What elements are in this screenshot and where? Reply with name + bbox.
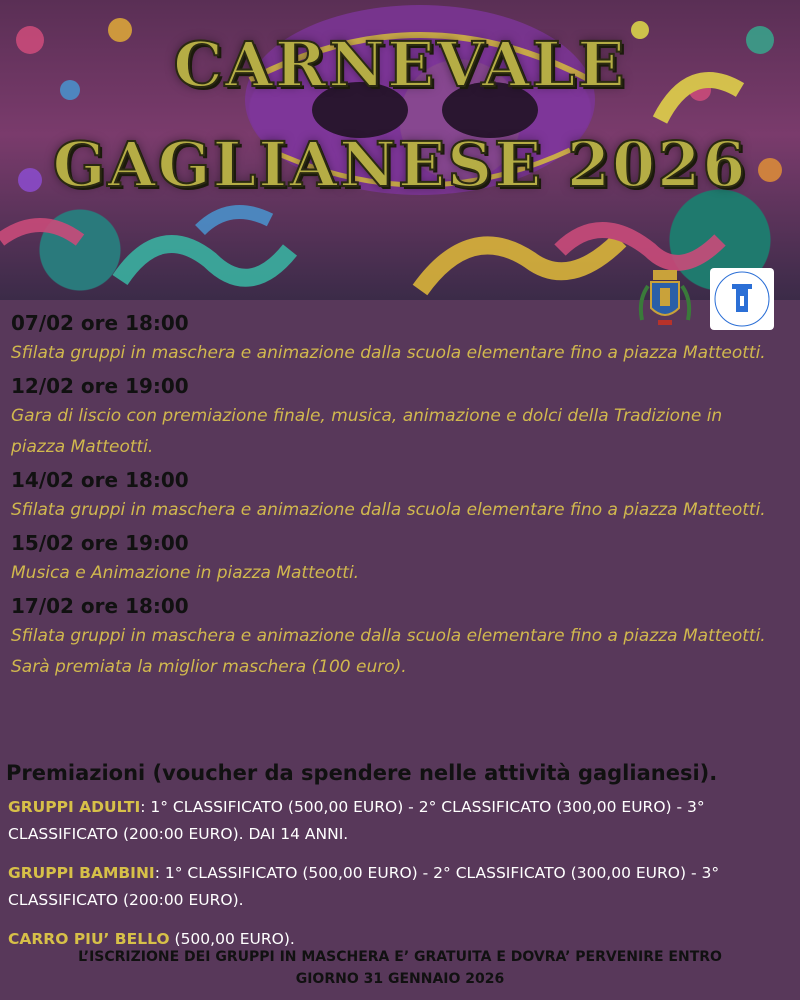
event-date: 12/02 ore 19:00 bbox=[11, 374, 189, 398]
prize-text: : 1° CLASSIFICATO (500,00 EURO) - 2° CLASSIFICATO (300,00 EURO) - 3° CLASSIFICATO (200:00 EURO). DAI 14 ANNI. bbox=[8, 798, 705, 843]
event-item bbox=[11, 371, 781, 463]
prize-text: : 1° CLASSIFICATO (500,00 EURO) - 2° CLASSIFICATO (300,00 EURO) - 3° CLASSIFICATO (200:00 EURO). bbox=[8, 864, 720, 909]
prize-label: GRUPPI BAMBINI bbox=[8, 864, 155, 882]
prize-label: GRUPPI ADULTI bbox=[8, 798, 141, 816]
hero-banner bbox=[0, 0, 800, 300]
event-description: Sfilata gruppi in maschera e animazione dalla scuola elementare fino a piazza Matteotti. bbox=[11, 500, 766, 520]
prizes-section bbox=[6, 758, 796, 965]
prizes-heading: Premiazioni (voucher da spendere nelle attività gaglianesi). bbox=[6, 761, 718, 785]
event-item bbox=[11, 591, 781, 683]
prize-adult-groups bbox=[8, 794, 796, 848]
event-date: 17/02 ore 18:00 bbox=[11, 594, 189, 618]
event-item bbox=[11, 528, 781, 589]
page-title-line-2: GAGLIANESE 2026 bbox=[52, 128, 748, 201]
registration-notice-line-1: L’ISCRIZIONE DEI GRUPPI IN MASCHERA E’ GRATUITA E DOVRA’ PERVENIRE ENTRO bbox=[78, 949, 722, 965]
prize-children-groups bbox=[8, 860, 796, 914]
registration-notice bbox=[0, 946, 800, 990]
page-title-line-1: CARNEVALE bbox=[173, 28, 627, 101]
event-list bbox=[11, 308, 781, 685]
event-item bbox=[11, 465, 781, 526]
registration-notice-line-2: GIORNO 31 GENNAIO 2026 bbox=[295, 971, 505, 987]
event-description: Sfilata gruppi in maschera e animazione dalla scuola elementare fino a piazza Matteotti. bbox=[11, 343, 766, 363]
event-date: 15/02 ore 19:00 bbox=[11, 531, 189, 555]
event-description: Musica e Animazione in piazza Matteotti. bbox=[11, 563, 360, 583]
event-description: Gara di liscio con premiazione finale, musica, animazione e dolci della Tradizione in piazza Matteotti. bbox=[11, 406, 723, 457]
event-item bbox=[11, 308, 781, 369]
prize-text: (500,00 EURO). bbox=[169, 930, 295, 948]
event-date: 14/02 ore 18:00 bbox=[11, 468, 189, 492]
event-description: Sfilata gruppi in maschera e animazione dalla scuola elementare fino a piazza Matteotti. Sarà premiata la miglior maschera (100 euro). bbox=[11, 626, 766, 677]
event-date: 07/02 ore 18:00 bbox=[11, 311, 189, 335]
prize-label: CARRO PIU’ BELLO bbox=[8, 930, 170, 948]
